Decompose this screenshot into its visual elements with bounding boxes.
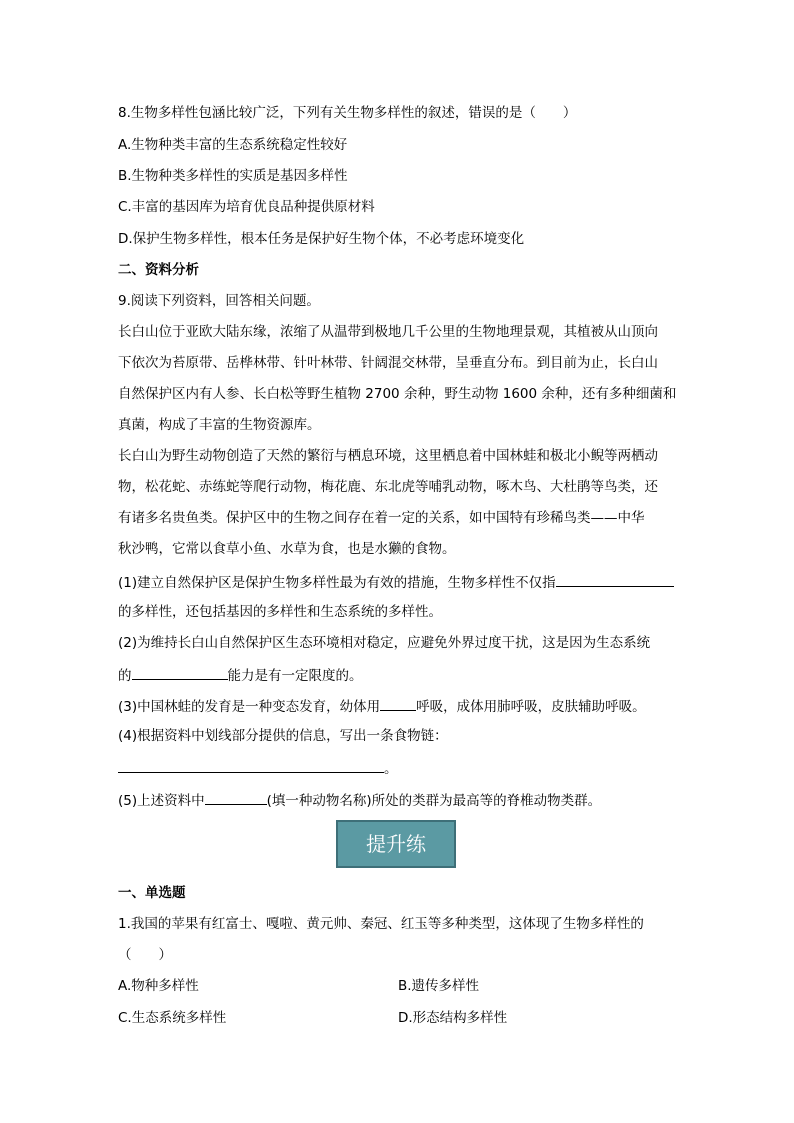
question-8-stem: 8.生物多样性包涵比较广泛，下列有关生物多样性的叙述，错误的是（ ） [118,105,577,121]
sub-question-1-line-1 [118,572,674,592]
sub-question-1-line-2: 的多样性，还包括基因的多样性和生态系统的多样性。 [118,604,442,620]
sub-question-2-line-1: (2)为维持长白山自然保护区生态环境相对稳定，应避免外界过度干扰，这是因为生态系统 [118,635,651,651]
question-9-stem: 9.阅读下列资料，回答相关问题。 [118,293,320,309]
sub-question-2-text-post: 能力是有一定限度的。 [227,668,363,684]
question-1-parenthesis: （ ） [118,947,172,963]
question-1-option-a: A.物种多样性 [118,978,199,994]
answer-blank[interactable] [132,665,228,680]
answer-blank[interactable] [556,572,674,587]
section-title-material-analysis: 二、资料分析 [118,262,199,278]
sub-question-3 [118,696,646,716]
question-8-option-a: A.生物种类丰富的生态系统稳定性较好 [118,137,348,153]
question-1-stem: 1.我国的苹果有红富士、嘎啦、黄元帅、秦冠、红玉等多种类型，这体现了生物多样性的 [118,916,644,932]
material-paragraph-1-line: 自然保护区内有人参、长白松等野生植物 2700 余种，野生动物 1600 余种，还有多种细菌和 [118,386,677,402]
answer-blank[interactable] [380,696,416,711]
answer-blank[interactable] [205,790,267,805]
sub-question-4: (4)根据资料中划线部分提供的信息，写出一条食物链： [118,728,448,744]
section-title-single-choice: 一、单选题 [118,885,186,901]
material-paragraph-1-line: 真菌，构成了丰富的生物资源库。 [118,417,321,433]
material-paragraph-2-line: 物，松花蛇、赤练蛇等爬行动物，梅花鹿、东北虎等哺乳动物，啄木鸟、大杜鹃等鸟类，还 [118,479,658,495]
sub-question-3-text-post: 呼吸，成体用肺呼吸，皮肤辅助呼吸。 [416,699,646,715]
question-1-option-d: D.形态结构多样性 [398,1010,508,1026]
section-banner-advanced-practice: 提升练 [336,820,456,868]
answer-blank[interactable] [118,758,384,773]
question-8-option-c: C.丰富的基因库为培育优良品种提供原材料 [118,199,375,215]
sub-question-3-text-pre: (3)中国林蛙的发育是一种变态发育，幼体用 [118,699,381,715]
sub-question-5 [118,790,601,810]
sub-question-2-line-2 [118,665,363,685]
question-8-option-b: B.生物种类多样性的实质是基因多样性 [118,168,348,184]
sub-question-1-text: (1)建立自然保护区是保护生物多样性最为有效的措施，生物多样性不仅指 [118,575,556,591]
question-1-option-b: B.遗传多样性 [398,978,480,994]
material-paragraph-1-line: 长白山位于亚欧大陆东缘，浓缩了从温带到极地几千公里的生物地理景观，其植被从山顶向 [118,324,658,340]
sub-question-5-text-post: (填一种动物名称)所处的类群为最高等的脊椎动物类群。 [266,793,602,809]
material-paragraph-2-line: 秋沙鸭，它常以食草小鱼、水草为食，也是水獭的食物。 [118,541,456,557]
sub-question-2-text-pre: 的 [118,668,132,684]
question-8-option-d: D.保护生物多样性，根本任务是保护好生物个体，不必考虑环境变化 [118,231,525,247]
question-1-option-c: C.生态系统多样性 [118,1010,227,1026]
sub-question-5-text-pre: (5)上述资料中 [118,793,205,809]
material-paragraph-2-line: 有诸多名贵鱼类。保护区中的生物之间存在着一定的关系，如中国特有珍稀鸟类——中华 [118,510,645,526]
material-paragraph-2-line: 长白山为野生动物创造了天然的繁衍与栖息环境，这里栖息着中国林蛙和极北小鲵等两栖动 [118,448,658,464]
material-paragraph-1-line: 下依次为苔原带、岳桦林带、针叶林带、针阔混交林带，呈垂直分布。到目前为止，长白山 [118,355,658,371]
sub-question-4-answer-line [118,758,398,778]
sub-question-4-end: 。 [384,761,398,777]
